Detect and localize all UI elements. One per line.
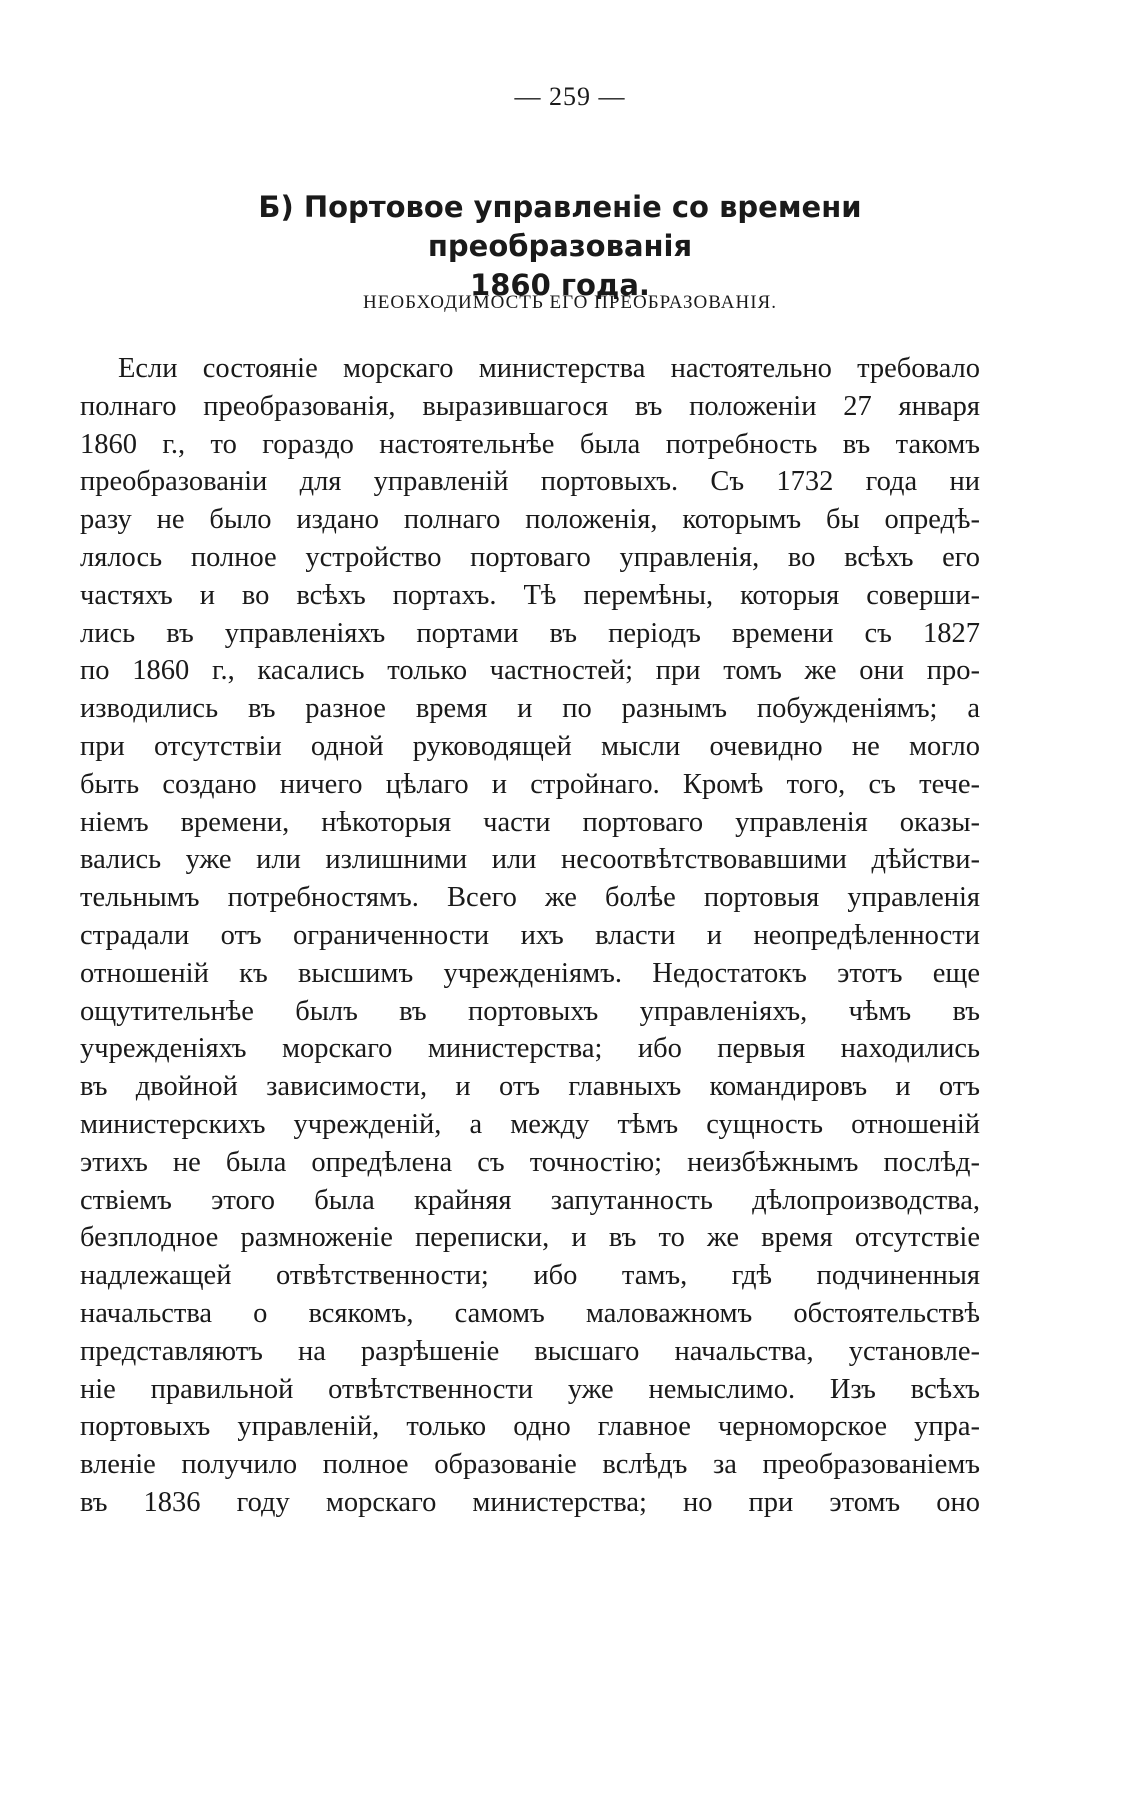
text-line: полнаго преобразованія, выразившагося въ положеніи 27 января	[80, 390, 980, 422]
text-line: при отсутствіи одной руководящей мысли очевидно не могло	[80, 730, 980, 762]
text-line: въ двойной зависимости, и отъ главныхъ командировъ и отъ	[80, 1071, 980, 1103]
text-line: учрежденіяхъ морскаго министерства; ибо первыя находились	[80, 1033, 980, 1065]
text-line: представляютъ на разрѣшеніе высшаго начальства, установле-	[80, 1335, 980, 1367]
text-line: безплодное размноженіе переписки, и въ то же время отсутствіе	[80, 1222, 980, 1254]
section-heading-line-2: 1860 года.	[470, 268, 650, 302]
text-line: надлежащей отвѣтственности; ибо тамъ, гдѣ подчиненныя	[80, 1260, 980, 1292]
body-text	[80, 350, 980, 1522]
text-line: частяхъ и во всѣхъ портахъ. Тѣ перемѣны, которыя соверши-	[80, 579, 980, 611]
text-line: преобразованіи для управленій портовыхъ. Съ 1732 года ни	[80, 466, 980, 498]
text-line: быть создано ничего цѣлаго и стройнаго. Кромѣ того, съ тече-	[80, 768, 980, 800]
text-line: начальства о всякомъ, самомъ маловажномъ обстоятельствѣ	[80, 1297, 980, 1329]
text-line: лись въ управленіяхъ портами въ періодъ времени съ 1827	[80, 617, 980, 649]
text-line: отношеній къ высшимъ учрежденіямъ. Недостатокъ этотъ еще	[80, 957, 980, 989]
text-line: 1860 г., то гораздо настоятельнѣе была потребность въ такомъ	[80, 428, 980, 460]
text-line: министерскихъ учрежденій, а между тѣмъ сущность отношеній	[80, 1108, 980, 1140]
text-line: тельнымъ потребностямъ. Всего же болѣе портовыя управленія	[80, 882, 980, 914]
text-line: ощутительнѣе былъ въ портовыхъ управленіяхъ, чѣмъ въ	[80, 995, 980, 1027]
text-line: портовыхъ управленій, только одно главное черноморское упра-	[80, 1411, 980, 1443]
page-number: — 259 —	[514, 82, 626, 111]
text-line: вались уже или излишними или несоотвѣтствовавшими дѣйстви-	[80, 844, 980, 876]
text-line: этихъ не была опредѣлена съ точностію; неизбѣжнымъ послѣд-	[80, 1146, 980, 1178]
text-line: разу не было издано полнаго положенія, которымъ бы опредѣ-	[80, 504, 980, 536]
text-line: вленіе получило полное образованіе вслѣдъ за преобразованіемъ	[80, 1449, 980, 1481]
text-line: ніемъ времени, нѣкоторыя части портоваго управленія оказы-	[80, 806, 980, 838]
section-heading	[130, 188, 990, 305]
text-line: Если состояніе морскаго министерства настоятельно требовало	[118, 353, 980, 384]
section-subheading: НЕОБХОДИМОСТЬ ЕГО ПРЕОБРАЗОВАНІЯ.	[363, 292, 777, 313]
section-heading-line-1: Б) Портовое управленіе со времени преобразованія	[258, 190, 862, 263]
text-line: ніе правильной отвѣтственности уже немыслимо. Изъ всѣхъ	[80, 1373, 980, 1405]
text-line: лялось полное устройство портоваго управленія, во всѣхъ его	[80, 541, 980, 573]
text-line: въ 1836 году морскаго министерства; но при этомъ оно	[80, 1486, 980, 1518]
text-line: по 1860 г., касались только частностей; при томъ же они про-	[80, 655, 980, 687]
text-line: ствіемъ этого была крайняя запутанность дѣлопроизводства,	[80, 1184, 980, 1216]
text-line: изводились въ разное время и по разнымъ побужденіямъ; а	[80, 693, 980, 725]
text-line: страдали отъ ограниченности ихъ власти и неопредѣленности	[80, 919, 980, 951]
